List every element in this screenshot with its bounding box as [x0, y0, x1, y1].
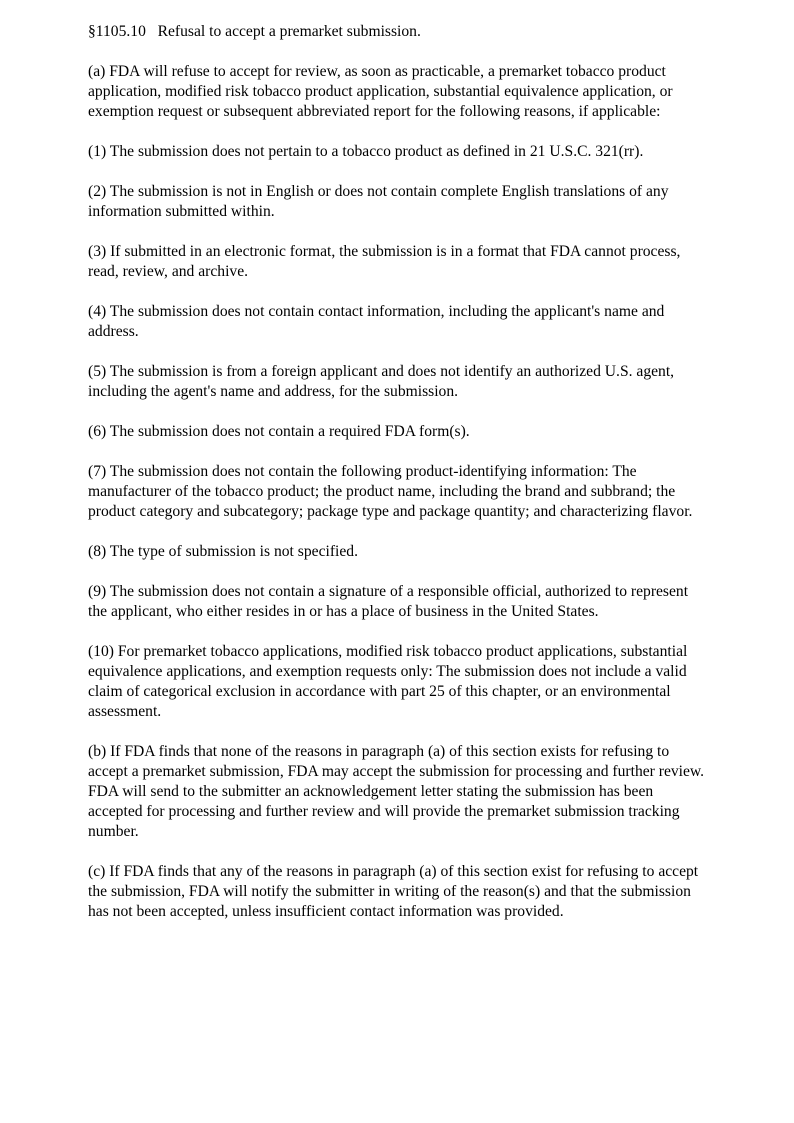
document-page: [88, 22, 710, 922]
paragraph-c: (c) If FDA finds that any of the reasons in paragraph (a) of this section exist for refusing to accept the submission, FDA will notify the submitter in writing of the reason(s) and that the submission has not been accepted, unless insufficient contact information was provided.: [88, 863, 699, 920]
paragraph-a-4: (4) The submission does not contain contact information, including the applicant's name and address.: [88, 303, 665, 340]
paragraph-a-1: (1) The submission does not pertain to a tobacco product as defined in 21 U.S.C. 321(rr).: [88, 143, 644, 160]
paragraph-b: (b) If FDA finds that none of the reasons in paragraph (a) of this section exists for refusing to accept a premarket submission, FDA may accept the submission for processing and further review. FDA will send to the submitter an acknowledgement letter stating the submission has been accepted for processing and further review and will provide the premarket submission tracking number.: [88, 743, 705, 840]
paragraph-a-2: (2) The submission is not in English or does not contain complete English translations of any information submitted within.: [88, 183, 669, 220]
paragraph-a-7: (7) The submission does not contain the following product-identifying information: The manufacturer of the tobacco product; the product name, including the brand and subbrand; the product category and subcategory; package type and package quantity; and characterizing flavor.: [88, 463, 693, 520]
paragraph-a-8: (8) The type of submission is not specified.: [88, 543, 358, 560]
paragraph-a-3: (3) If submitted in an electronic format, the submission is in a format that FDA cannot process, read, review, and archive.: [88, 243, 681, 280]
paragraph-a-6: (6) The submission does not contain a required FDA form(s).: [88, 423, 470, 440]
section-heading: §1105.10 Refusal to accept a premarket submission.: [88, 23, 421, 40]
paragraph-a-5: (5) The submission is from a foreign applicant and does not identify an authorized U.S. agent, including the agent's name and address, for the submission.: [88, 363, 675, 400]
paragraph-a-10: (10) For premarket tobacco applications, modified risk tobacco product applications, substantial equivalence applications, and exemption requests only: The submission does not include a valid claim of categorical exclusion in accordance with part 25 of this chapter, or an environmental assessment.: [88, 643, 688, 720]
paragraph-a: (a) FDA will refuse to accept for review, as soon as practicable, a premarket tobacco product application, modified risk tobacco product application, substantial equivalence application, or exemption request or subsequent abbreviated report for the following reasons, if applicable:: [88, 63, 673, 120]
paragraph-a-9: (9) The submission does not contain a signature of a responsible official, authorized to represent the applicant, who either resides in or has a place of business in the United States.: [88, 583, 689, 620]
